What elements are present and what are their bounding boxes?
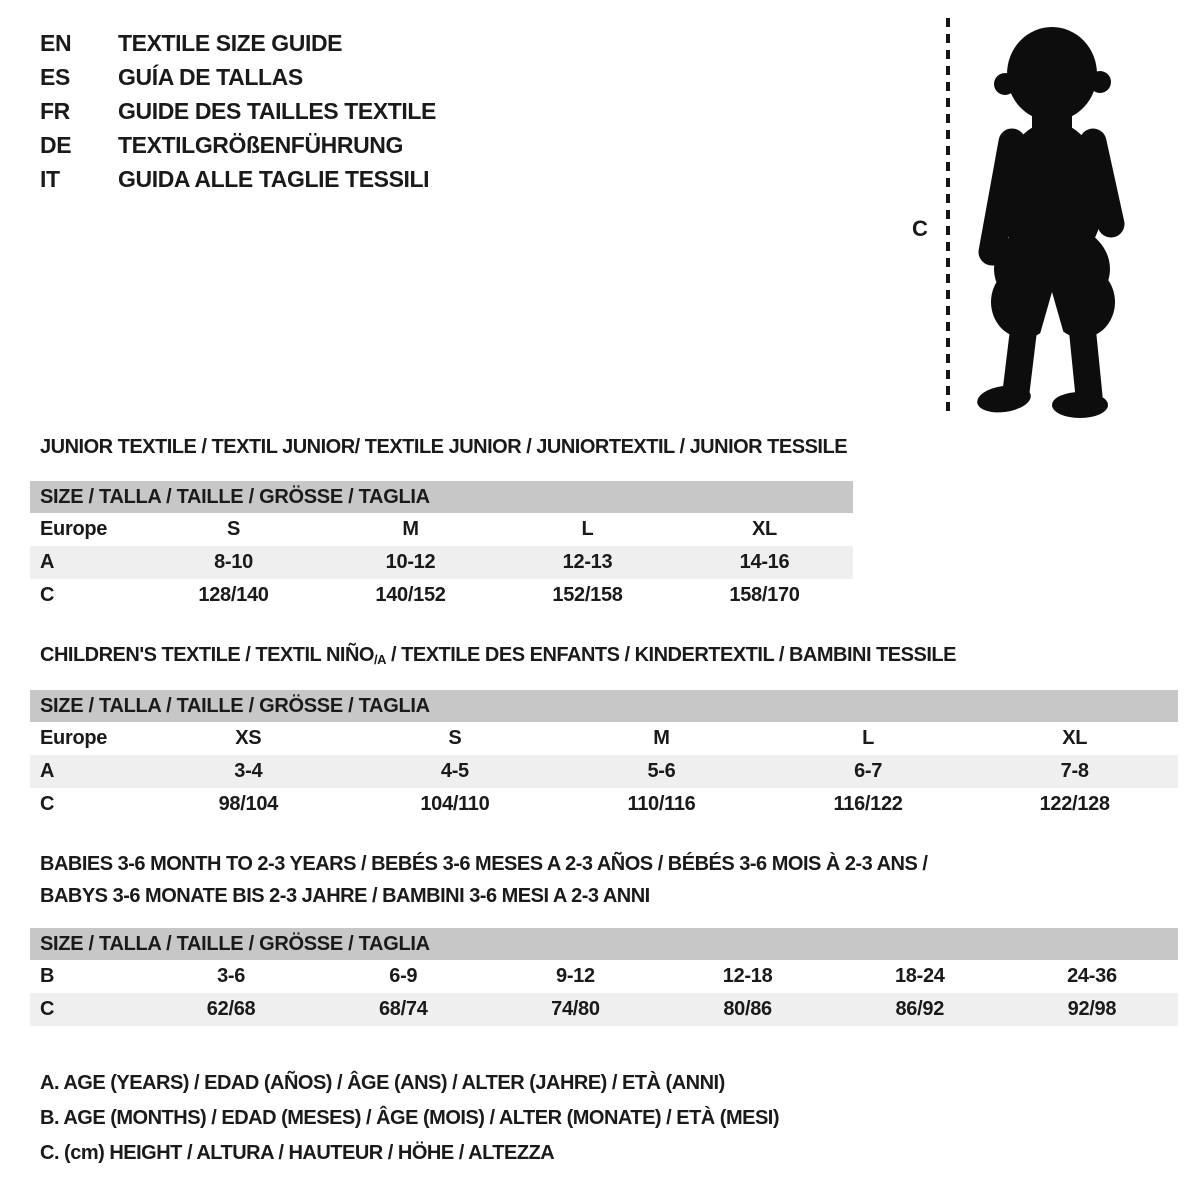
size-cell: L xyxy=(581,518,594,540)
value-cell: 9-12 xyxy=(556,965,595,987)
language-row-en xyxy=(40,26,436,60)
language-title: TEXTILGRÖßENFÜHRUNG xyxy=(118,132,403,158)
value-cell: 80/86 xyxy=(723,998,772,1020)
value-cell: 5-6 xyxy=(647,760,676,782)
value-cell: 74/80 xyxy=(551,998,600,1020)
section-title-children-sub: /A xyxy=(373,652,386,667)
value-cell: 86/92 xyxy=(895,998,945,1020)
row-label: C xyxy=(40,998,55,1020)
section-title-junior: JUNIOR TEXTILE / TEXTIL JUNIOR/ TEXTILE JUNIOR / JUNIORTEXTIL / JUNIOR TESSILE xyxy=(40,436,848,458)
table-row-height xyxy=(30,993,1178,1026)
value-cell: 116/122 xyxy=(833,793,903,815)
value-cell: 8-10 xyxy=(214,551,253,573)
language-row-de xyxy=(40,128,436,162)
value-cell: 12-13 xyxy=(562,551,613,573)
value-cell: 158/170 xyxy=(729,584,800,606)
row-label: Europe xyxy=(40,518,108,540)
legend xyxy=(40,1066,779,1171)
value-cell: 24-36 xyxy=(1067,965,1117,987)
value-cell: 10-12 xyxy=(385,551,436,573)
language-code: FR xyxy=(40,98,70,124)
legend-line-c: C. (cm) HEIGHT / ALTURA / HAUTEUR / HÖHE / ALTEZZA xyxy=(40,1142,555,1164)
section-title-children xyxy=(40,644,956,667)
value-cell: 110/116 xyxy=(627,793,696,815)
language-row-fr xyxy=(40,94,436,128)
legend-line-a: A. AGE (YEARS) / EDAD (AÑOS) / ÂGE (ANS) / ALTER (JAHRE) / ETÀ (ANNI) xyxy=(40,1072,725,1094)
value-cell: 62/68 xyxy=(206,998,256,1020)
value-cell: 3-4 xyxy=(234,760,263,782)
value-cell: 3-6 xyxy=(217,965,246,987)
size-table-babies xyxy=(30,928,1178,1026)
row-label: A xyxy=(40,551,55,573)
size-cell: XL xyxy=(752,518,777,540)
language-row-es xyxy=(40,60,436,94)
language-title: TEXTILE SIZE GUIDE xyxy=(118,30,343,56)
value-cell: 152/158 xyxy=(552,584,623,606)
value-cell: 18-24 xyxy=(894,965,945,987)
value-cell: 122/128 xyxy=(1039,793,1110,815)
value-cell: 12-18 xyxy=(722,965,773,987)
height-measure-dashed-line xyxy=(946,18,950,415)
size-cell: XS xyxy=(235,727,262,749)
value-cell: 128/140 xyxy=(198,584,269,606)
language-code: IT xyxy=(40,166,60,192)
size-cell: M xyxy=(653,727,670,749)
value-cell: 68/74 xyxy=(378,998,428,1020)
value-cell: 98/104 xyxy=(218,793,278,815)
table-header-band: SIZE / TALLA / TAILLE / GRÖSSE / TAGLIA xyxy=(30,481,853,513)
value-cell: 4-5 xyxy=(440,760,469,782)
table-header-band: SIZE / TALLA / TAILLE / GRÖSSE / TAGLIA xyxy=(30,928,1178,960)
toddler-silhouette xyxy=(962,14,1142,419)
table-row-height xyxy=(30,788,1178,821)
table-row-months xyxy=(30,960,1178,993)
section-title-children-pre: CHILDREN'S TEXTILE / TEXTIL NIÑO xyxy=(40,644,374,666)
table-row-age xyxy=(30,546,853,579)
size-cell: M xyxy=(402,518,419,540)
section-title-babies xyxy=(40,848,927,912)
size-table-children xyxy=(30,690,1178,821)
table-row-height xyxy=(30,579,853,612)
language-code: ES xyxy=(40,64,70,90)
section-title-babies-line2: BABYS 3-6 MONATE BIS 2-3 JAHRE / BAMBINI 3-6 MESI A 2-3 ANNI xyxy=(40,885,650,907)
language-code: EN xyxy=(40,30,72,56)
value-cell: 6-7 xyxy=(854,760,883,782)
row-label: C xyxy=(40,584,55,606)
size-cell: XL xyxy=(1062,727,1088,749)
height-measure-label: C xyxy=(912,216,928,241)
value-cell: 104/110 xyxy=(420,793,490,815)
size-cell: L xyxy=(862,727,875,749)
size-table-junior xyxy=(30,481,853,612)
table-row-sizes xyxy=(30,513,853,546)
table-row-age xyxy=(30,755,1178,788)
section-title-children-post: / TEXTILE DES ENFANTS / KINDERTEXTIL / BAMBINI TESSILE xyxy=(385,644,956,666)
language-title-list xyxy=(40,26,436,196)
legend-line-b: B. AGE (MONTHS) / EDAD (MESES) / ÂGE (MOIS) / ALTER (MONATE) / ETÀ (MESI) xyxy=(40,1107,780,1129)
value-cell: 140/152 xyxy=(375,584,446,606)
row-label: B xyxy=(40,965,55,987)
table-row-sizes xyxy=(30,722,1178,755)
language-row-it xyxy=(40,162,436,196)
value-cell: 7-8 xyxy=(1060,760,1089,782)
language-title: GUIDE DES TAILLES TEXTILE xyxy=(118,98,436,124)
size-cell: S xyxy=(448,727,462,749)
value-cell: 6-9 xyxy=(389,965,418,987)
language-title: GUÍA DE TALLAS xyxy=(118,64,303,90)
row-label: C xyxy=(40,793,55,815)
table-header-band: SIZE / TALLA / TAILLE / GRÖSSE / TAGLIA xyxy=(30,690,1178,722)
value-cell: 92/98 xyxy=(1067,998,1117,1020)
size-cell: S xyxy=(226,518,241,540)
section-title-babies-line1: BABIES 3-6 MONTH TO 2-3 YEARS / BEBÉS 3-6 MESES A 2-3 AÑOS / BÉBÉS 3-6 MOIS À 2-3 ANS / xyxy=(40,853,928,875)
value-cell: 14-16 xyxy=(739,551,790,573)
language-code: DE xyxy=(40,132,72,158)
row-label: Europe xyxy=(40,727,108,749)
language-title: GUIDA ALLE TAGLIE TESSILI xyxy=(118,166,430,192)
row-label: A xyxy=(40,760,55,782)
